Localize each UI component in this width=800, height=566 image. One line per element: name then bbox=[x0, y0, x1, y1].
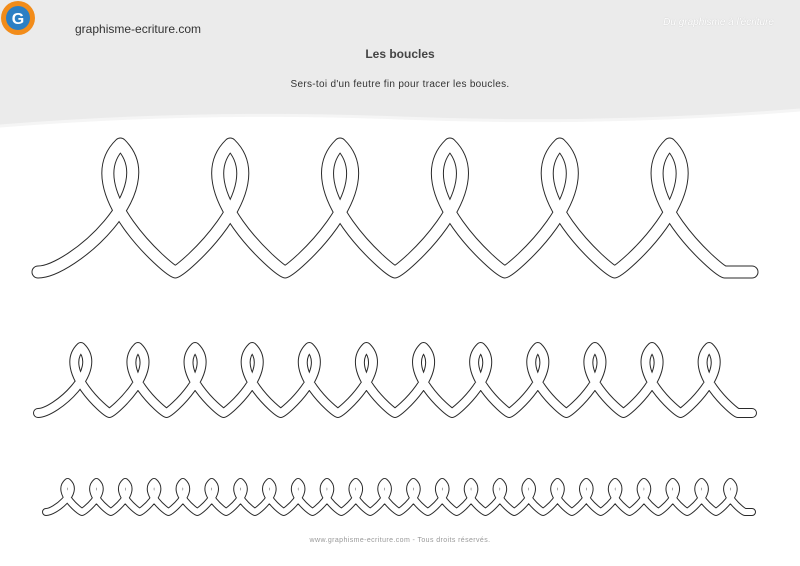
loop-trace-fill bbox=[38, 347, 752, 413]
page-title: Les boucles bbox=[365, 47, 435, 61]
loop-row-medium bbox=[38, 347, 752, 413]
footer-copyright: www.graphisme-ecriture.com - Tous droits réservés. bbox=[309, 537, 491, 544]
loop-row-small bbox=[46, 482, 752, 512]
site-name[interactable]: graphisme-ecriture.com bbox=[75, 22, 202, 36]
svg-text:G: G bbox=[11, 11, 25, 28]
loop-trace-fill bbox=[38, 144, 752, 272]
instruction-text: Sers-toi d'un feutre fin pour tracer les boucles. bbox=[290, 79, 510, 90]
loop-row-large bbox=[38, 144, 752, 272]
tagline: Du graphisme à l'écriture bbox=[663, 17, 774, 28]
